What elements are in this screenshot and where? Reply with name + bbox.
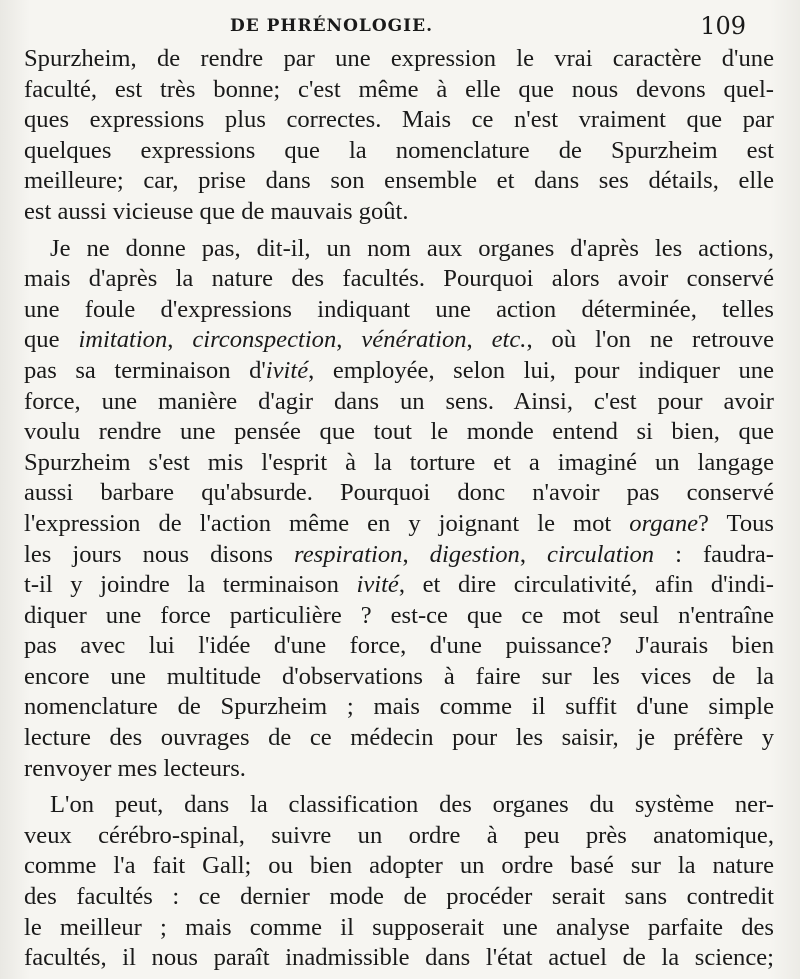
text-line: voulu rendre une pensée que tout le monde entend si bien, que [24, 418, 774, 446]
paragraph-2 [24, 234, 774, 785]
text-line: diquer une force particulière ? est-ce que ce mot seul n'entraîne [24, 601, 774, 629]
running-head-title: DE PHRÉNOLOGIE. [230, 16, 434, 36]
text-line: pas sa terminaison d'ivité, employée, selon lui, pour indiquer une [24, 356, 774, 384]
text-line: facultés, il nous paraît inadmissible dans l'état actuel de la science; [24, 944, 774, 972]
text-line: que imitation, circonspection, vénération, etc., où l'on ne retrouve [24, 326, 774, 354]
text-line: mais d'après la nature des facultés. Pourquoi alors avoir conservé [24, 265, 774, 293]
text-line: encore une multitude d'observations à faire sur les vices de la [24, 662, 774, 690]
text-line: pas avec lui l'idée d'une force, d'une puissance? J'aurais bien [24, 632, 774, 660]
text-line: est aussi vicieuse que de mauvais goût. [24, 197, 409, 225]
paragraph-3 [24, 790, 774, 974]
text-line: faculté, est très bonne; c'est même à elle que nous devons quel- [24, 75, 774, 103]
text-line: des facultés : ce dernier mode de procéder serait sans contredit [24, 883, 774, 911]
text-line: veux cérébro-spinal, suivre un ordre à peu près anatomique, [24, 821, 774, 849]
page-number: 109 [700, 12, 746, 40]
text-line: Spurzheim s'est mis l'esprit à la torture et a imaginé un langage [24, 448, 774, 476]
paragraph-1 [24, 44, 774, 228]
text-line: t-il y joindre la terminaison ivité, et dire circulativité, afin d'indi- [24, 571, 774, 599]
text-line: le meilleur ; mais comme il supposerait une analyse parfaite des [24, 913, 774, 941]
text-line: lecture des ouvrages de ce médecin pour les saisir, je préfère y [24, 724, 774, 752]
text-line: force, une manière d'agir dans un sens. Ainsi, c'est pour avoir [24, 387, 774, 415]
body-text [24, 44, 774, 974]
text-line: Spurzheim, de rendre par une expression le vrai caractère d'une [24, 45, 774, 72]
text-line: aussi barbare qu'absurde. Pourquoi donc n'avoir pas conservé [24, 479, 774, 507]
text-line: nomenclature de Spurzheim ; mais comme il suffit d'une simple [24, 693, 774, 721]
text-line: meilleure; car, prise dans son ensemble et dans ses détails, elle [24, 167, 774, 195]
text-line: quelques expressions que la nomenclature de Spurzheim est [24, 136, 774, 164]
text-line: L'on peut, dans la classification des organes du système ner- [50, 791, 774, 819]
text-line: ques expressions plus correctes. Mais ce n'est vraiment que par [24, 106, 774, 134]
text-line: comme l'a fait Gall; ou bien adopter un ordre basé sur la nature [24, 852, 774, 880]
text-line: renvoyer mes lecteurs. [24, 754, 246, 782]
text-line: l'expression de l'action même en y joignant le mot organe? Tous [24, 509, 774, 537]
text-line: Je ne donne pas, dit-il, un nom aux organes d'après les actions, [50, 234, 774, 262]
text-line: les jours nous disons respiration, digestion, circulation : faudra- [24, 540, 774, 568]
text-line: une foule d'expressions indiquant une action déterminée, telles [24, 295, 774, 323]
